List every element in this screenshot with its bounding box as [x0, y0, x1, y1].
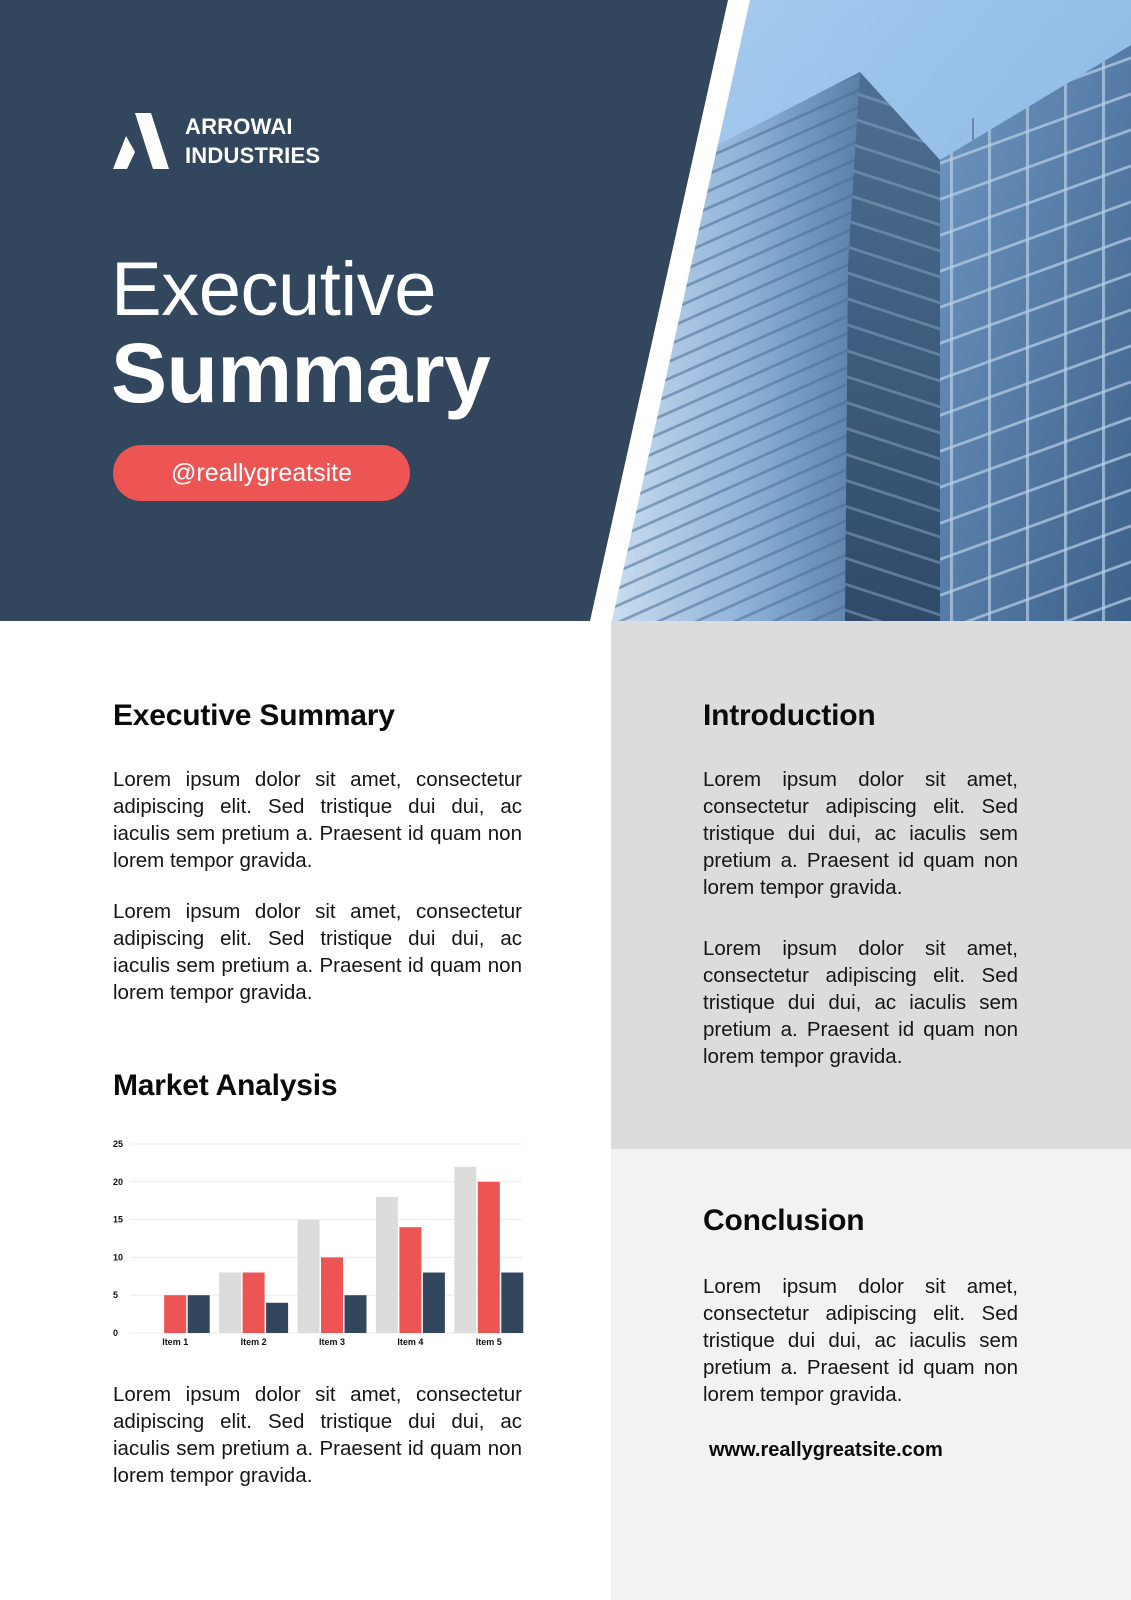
introduction-heading: Introduction — [703, 699, 876, 732]
chart-bar — [243, 1273, 265, 1333]
company-name — [185, 112, 320, 170]
executive-summary-paragraph-1: Lorem ipsum dolor sit amet, consectetur adipiscing elit. Sed tristique dui dui, ac iaculis sem pretium a. Praesent id quam non lorem tempor gravida. — [113, 768, 522, 872]
social-handle-badge[interactable]: @reallygreatsite — [113, 445, 410, 501]
x-tick-label: Item 2 — [240, 1337, 267, 1347]
market-analysis-bar-chart — [108, 1134, 526, 1354]
chart-bar — [345, 1295, 367, 1333]
website-link[interactable]: www.reallygreatsite.com — [709, 1439, 943, 1461]
conclusion-paragraph: Lorem ipsum dolor sit amet, consectetur adipiscing elit. Sed tristique dui dui, ac iaculis sem pretium a. Praesent id quam non lorem tempor gravida. — [703, 1275, 1018, 1406]
chart-bar — [501, 1273, 523, 1333]
y-tick-label: 10 — [113, 1252, 124, 1263]
chart-bar — [298, 1220, 320, 1333]
page-title-line2: Summary — [111, 326, 491, 420]
chart-bar — [478, 1182, 500, 1333]
introduction-paragraph-2: Lorem ipsum dolor sit amet, consectetur adipiscing elit. Sed tristique dui dui, ac iaculis sem pretium a. Praesent id quam non lorem tempor gravida. — [703, 937, 1018, 1068]
arrow-a-logo-icon — [113, 112, 169, 170]
y-tick-label: 5 — [113, 1290, 119, 1301]
chart-bar — [219, 1273, 241, 1333]
market-analysis-paragraph: Lorem ipsum dolor sit amet, consectetur adipiscing elit. Sed tristique dui dui, ac iaculis sem pretium a. Praesent id quam non lorem tempor gravida. — [113, 1383, 522, 1487]
x-tick-label: Item 4 — [397, 1337, 424, 1347]
y-tick-label: 0 — [113, 1328, 119, 1338]
executive-summary-paragraph-2: Lorem ipsum dolor sit amet, consectetur adipiscing elit. Sed tristique dui dui, ac iaculis sem pretium a. Praesent id quam non lorem tempor gravida. — [113, 900, 522, 1004]
conclusion-heading: Conclusion — [703, 1204, 865, 1237]
introduction-paragraph-1: Lorem ipsum dolor sit amet, consectetur adipiscing elit. Sed tristique dui dui, ac iaculis sem pretium a. Praesent id quam non lorem tempor gravida. — [703, 768, 1018, 899]
page-title-line1: Executive — [111, 247, 436, 332]
chart-bar — [399, 1227, 421, 1333]
company-name-line1: ARROWAI — [185, 114, 293, 139]
chart-bar — [423, 1273, 445, 1333]
x-tick-label: Item 3 — [318, 1337, 346, 1347]
chart-bar — [454, 1167, 476, 1333]
chart-bar — [164, 1295, 186, 1333]
x-tick-label: Item 1 — [162, 1337, 189, 1347]
market-analysis-heading: Market Analysis — [113, 1069, 338, 1102]
x-tick-label: Item 5 — [475, 1337, 502, 1347]
y-tick-label: 25 — [113, 1139, 124, 1149]
chart-bar — [266, 1303, 288, 1333]
chart-bar — [321, 1257, 343, 1333]
company-name-line2: INDUSTRIES — [185, 143, 321, 168]
chart-bar — [188, 1295, 210, 1333]
chart-bar — [376, 1197, 398, 1333]
y-tick-label: 20 — [113, 1176, 124, 1187]
page-title — [111, 247, 491, 420]
executive-summary-heading: Executive Summary — [113, 699, 395, 732]
y-tick-label: 15 — [113, 1214, 124, 1225]
brand-lockup — [113, 112, 320, 170]
